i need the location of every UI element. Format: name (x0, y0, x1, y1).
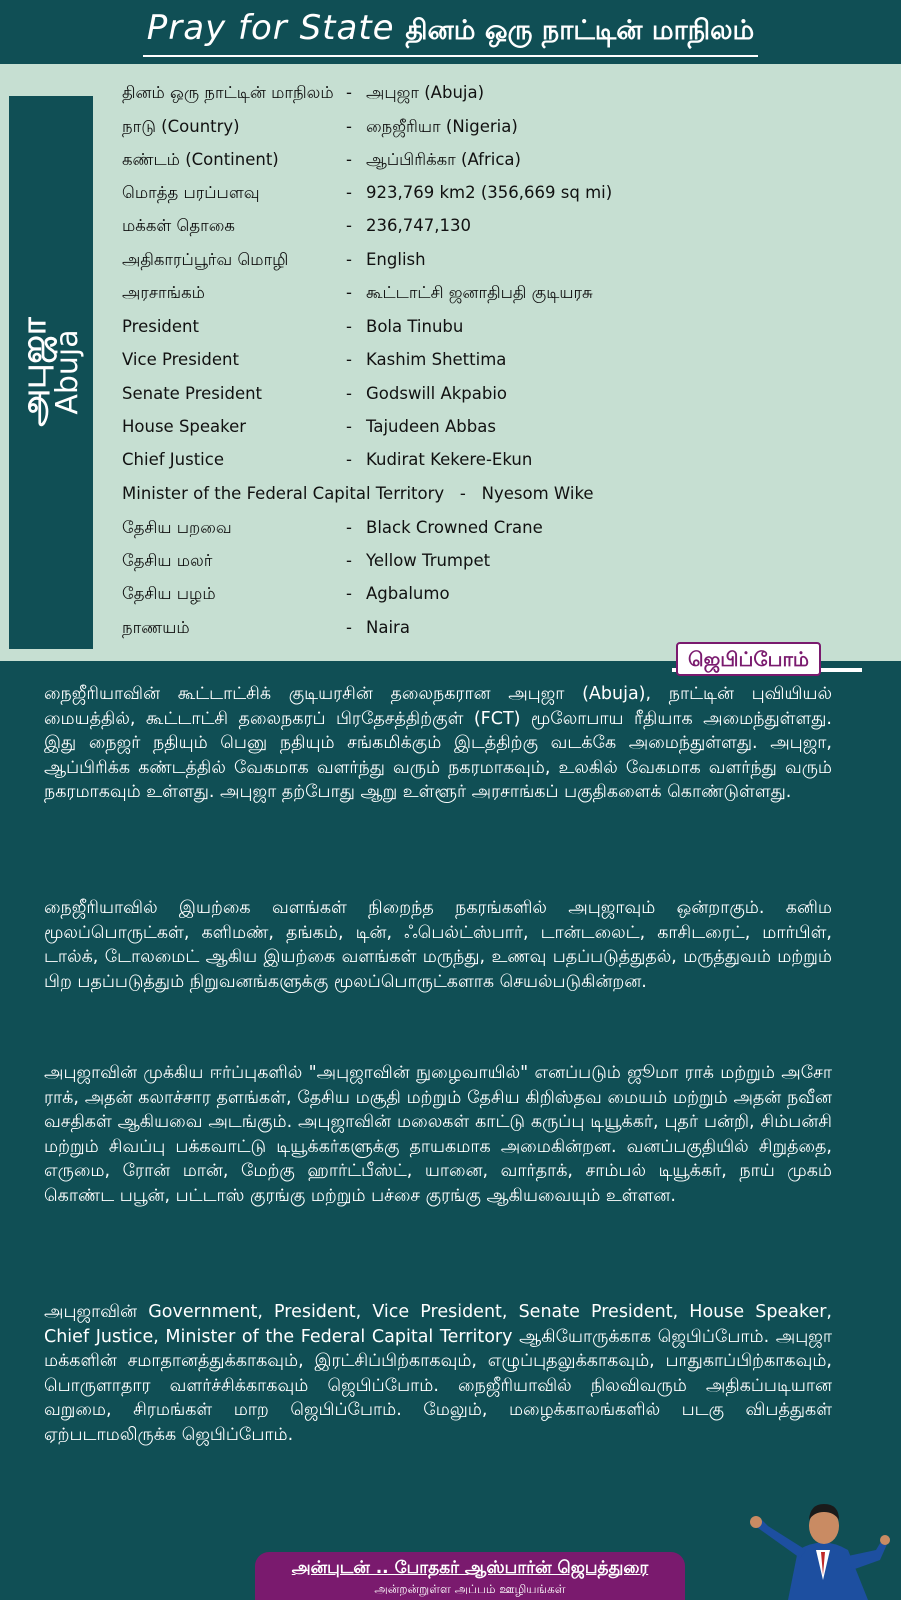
fact-value: Yellow Trumpet (366, 551, 491, 570)
footer-banner (255, 1552, 685, 1600)
fact-label: தினம் ஒரு நாட்டின் மாநிலம் (122, 83, 334, 102)
fact-separator: - (346, 618, 352, 637)
fact-separator: - (346, 250, 352, 269)
fact-separator: - (346, 283, 352, 302)
fact-separator: - (346, 450, 352, 469)
paragraph-prayer: அபுஜாவின் Government, President, Vice President, Senate President, House Speaker, Chief Justice, Minister of the Federal Capital Territory ஆகியோருக்காக ஜெபிப்போம். அபுஜா மக்களின் சமாதானத்துக்காகவும், இரட்சிப்பிற்காகவும், எழுப்புதலுக்காகவும், பாதுகாப்பிற்காகவும், பொருளாதார வளர்ச்சிக்காகவும் ஜெபிப்போம். நைஜீரியாவில் நிலவிவரும் அதிகப்படியான வறுமை, சிரமங்கள் மாற ஜெபிப்போம். மேலும், மழைக்காலங்களில் படகு விபத்துகள் ஏற்படாமலிருக்க ஜெபிப்போம். (44, 1302, 832, 1445)
page-title (143, 6, 758, 57)
fact-value: அபுஜா (Abuja) (366, 83, 485, 102)
fact-value: ஆப்பிரிக்கா (Africa) (366, 150, 521, 169)
side-label-english: Abuja (50, 329, 85, 415)
paragraph-intro: நைஜீரியாவின் கூட்டாட்சிக் குடியரசின் தலைநகரான அபுஜா (Abuja), நாட்டின் புவியியல் மையத்தில், கூட்டாட்சி தலைநகரப் பிரதேசத்திற்குள் (FCT) மூலோபாய ரீதியாக அமைந்துள்ளது. இது நைஜர் நதியும் பெனு நதியும் சங்கமிக்கும் இடத்திற்கு வடக்கே அமைந்துள்ளது. அபுஜா, ஆப்பிரிக்க கண்டத்தில் வேகமாக வளர்ந்து வரும் நகரமாகவும், உலகில் வேகமாக வளர்ந்து வரும் நகரமாகவும் உள்ளது. அபுஜா தற்போது ஆறு உள்ளூர் அரசாங்கப் பகுதிகளைக் கொண்டுள்ளது. (44, 684, 832, 803)
fact-inline (122, 477, 594, 510)
fact-label: Chief Justice (122, 450, 224, 469)
fact-label: நாணயம் (122, 618, 190, 637)
fact-value: Nyesom Wike (481, 484, 594, 503)
fact-value: Kudirat Kekere-Ekun (366, 450, 533, 469)
pastor-photo (748, 1480, 898, 1600)
fact-value: Godswill Akpabio (366, 384, 508, 403)
fact-value: Naira (366, 618, 410, 637)
fact-label: Senate President (122, 384, 263, 403)
fact-value: நைஜீரியா (Nigeria) (366, 117, 518, 136)
fact-separator: - (346, 350, 352, 369)
paragraph-attractions: அபுஜாவின் முக்கிய ஈர்ப்புகளில் "அபுஜாவின் நுழைவாயில்" எனப்படும் ஜூமா ராக் மற்றும் அசோ ராக், அதன் கலாச்சார தளங்கள், தேசிய மசூதி மற்றும் தேசிய கிறிஸ்தவ மையம் மற்றும் அதன் நவீன வசதிகள் ஆகியவை அடங்கும். அபுஜாவின் மலைகள் காட்டு கருப்பு டியூக்கர், புதர் பன்றி, சிம்பன்சி மற்றும் சிவப்பு பக்கவாட்டு டியூக்கர்களுக்கு தாயகமாக அமைகின்றன. வனப்பகுதியில் சிறுத்தை, எருமை, ரோன் மான், மேற்கு ஹார்ட்பீஸ்ட், யானை, வார்தாக், சாம்பல் டியூக்கர், நாய் முகம் கொண்ட பபூன், பட்டாஸ் குரங்கு மற்றும் பச்சை குரங்கு ஆகியவையும் உள்ளன. (44, 1063, 832, 1206)
fact-separator: - (346, 317, 352, 336)
fact-label: தேசிய மலர் (122, 551, 213, 570)
title-tamil: தினம் ஒரு நாட்டின் மாநிலம் (405, 15, 755, 46)
header (0, 0, 901, 64)
side-tab (9, 96, 93, 649)
fact-label: தேசிய பழம் (122, 584, 216, 603)
fact-separator: - (346, 216, 352, 235)
fact-value: Kashim Shettima (366, 350, 507, 369)
fact-label: Vice President (122, 350, 239, 369)
fact-label: Minister of the Federal Capital Territory (122, 484, 445, 503)
fact-separator: - (346, 384, 352, 403)
side-label (14, 222, 85, 522)
fact-label: கண்டம் (Continent) (122, 150, 279, 169)
fact-value: Agbalumo (366, 584, 450, 603)
fact-label: House Speaker (122, 417, 247, 436)
fact-separator: - (346, 417, 352, 436)
fact-separator: - (346, 83, 352, 102)
fact-value: Tajudeen Abbas (366, 417, 496, 436)
fact-label: தேசிய பறவை (122, 518, 232, 537)
fact-separator: - (346, 183, 352, 202)
fact-label: அதிகாரப்பூர்வ மொழி (122, 250, 289, 269)
fact-separator: - (459, 484, 466, 503)
fact-value: கூட்டாட்சி ஜனாதிபதி குடியரசு (366, 283, 593, 302)
fact-separator: - (346, 150, 352, 169)
title-english: Pray for State (146, 8, 395, 48)
fact-value: 923,769 km2 (356,669 sq mi) (366, 183, 613, 202)
fact-label: President (122, 317, 199, 336)
fact-value: 236,747,130 (366, 216, 471, 235)
fact-value: Black Crowned Crane (366, 518, 543, 537)
fact-label: அரசாங்கம் (122, 283, 205, 302)
fact-value: Bola Tinubu (366, 317, 464, 336)
fact-separator: - (346, 117, 352, 136)
fact-separator: - (346, 584, 352, 603)
paragraph-resources: நைஜீரியாவில் இயற்கை வளங்கள் நிறைந்த நகரங்களில் அபுஜாவும் ஒன்றாகும். கனிம மூலப்பொருட்கள், களிமண், தங்கம், டின், ஃபெல்ட்ஸ்பார், டான்டலைட், காசிடரைட், மார்பிள், டால்க், டோலமைட் ஆகிய இயற்கை வளங்கள் மருந்து, உணவு பதப்படுத்துதல், மருத்துவம் மற்றும் பிற பதப்படுத்தும் நிறுவனங்களுக்கு மூலப்பொருட்களாக செயல்படுகின்றன. (44, 898, 832, 992)
fact-separator: - (346, 518, 352, 537)
fact-label: மக்கள் தொகை (122, 216, 235, 235)
footer-ministry: அன்றன்றுள்ள அப்பம் ஊழியங்கள் (374, 1582, 566, 1596)
footer-name: அன்புடன் .. போதகர் ஆஸ்பார்ன் ஜெபத்துரை (291, 1558, 649, 1578)
fact-label: மொத்த பரப்பளவு (122, 183, 260, 202)
side-label-tamil: அபுஜா (14, 317, 54, 427)
fact-value: English (366, 250, 426, 269)
fact-separator: - (346, 551, 352, 570)
fact-label: நாடு (Country) (122, 117, 240, 136)
pray-badge: ஜெபிப்போம் (676, 642, 821, 676)
